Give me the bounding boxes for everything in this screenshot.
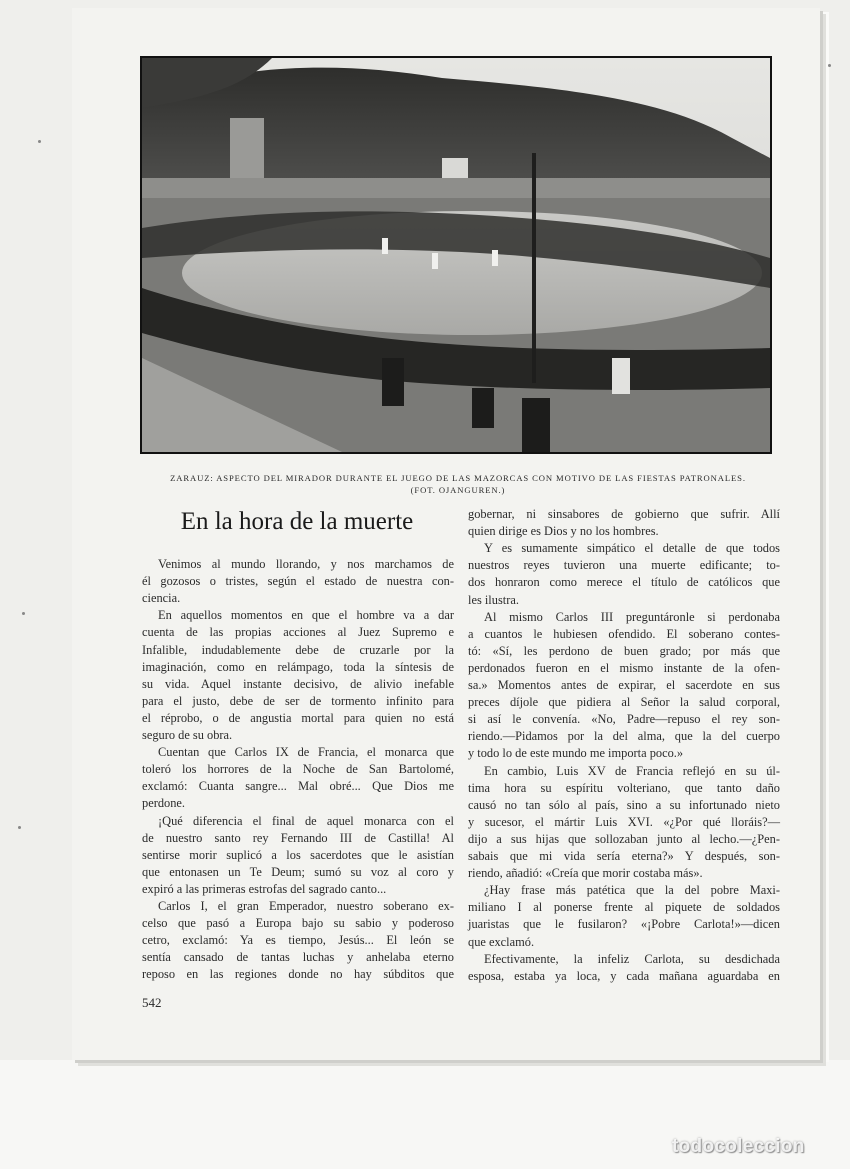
- text-line: ciencia.: [142, 591, 181, 606]
- watermark-logo: todocoleccion: [672, 1136, 805, 1157]
- text-line: el réprobo, o de angustia mortal para quien no está: [142, 710, 454, 725]
- text-line: cuenta de las propias acciones al Juez Supremo e: [142, 625, 454, 640]
- text-line: sabais que mi vida sería eterna?» Y después, son-: [468, 849, 780, 863]
- player: [492, 250, 498, 266]
- text-line: En cambio, Luis XV de Francia reflejó en su úl-: [484, 763, 780, 778]
- text-line: y sucesor, el mártir Luis XVI. «¿Por qué lloráis?—: [468, 814, 780, 829]
- spectator: [382, 358, 404, 406]
- text-line: sentía cansado de tantas luchas y anhelaba eterno: [142, 950, 454, 965]
- text-line: Carlos I, el gran Emperador, nuestro soberano ex-: [158, 899, 454, 913]
- text-line: toleró los horrores de la Noche de San Bartolomé,: [142, 762, 454, 777]
- page-number: 542: [142, 995, 162, 1010]
- text-line: quien dirige es Dios y no los hombres.: [468, 524, 659, 539]
- scan-speck: [22, 612, 25, 615]
- text-line: les ilustra.: [468, 592, 519, 607]
- text-line: seguro de su obra.: [142, 728, 233, 742]
- text-line: gobernar, ni sinsabores de gobierno que sufrir. Allí: [468, 507, 780, 521]
- text-line: esposa, estaba ya loca, y cada mañana aguardaba en: [468, 968, 780, 983]
- photograph: [140, 56, 772, 454]
- text-line: juaristas que le fusilaron? «¡Pobre Carlota!»—dicen: [468, 917, 780, 932]
- text-line: que exclamó.: [468, 934, 535, 949]
- text-line: para el justo, debe de ser de tormento infinito para: [142, 693, 454, 708]
- text-line: de nuestro santo rey Fernando III de Castilla! Al: [142, 830, 454, 845]
- text-line: exclamó: Cuanta sangre... Mal obré... Que Dios me: [142, 779, 454, 794]
- text-line: celso que pasó a Europa bajo su sabio y poderoso: [142, 916, 454, 931]
- spectator: [522, 398, 550, 452]
- scan-speck: [18, 826, 21, 829]
- text-line: Venimos al mundo llorando, y nos marchamos de: [158, 557, 454, 571]
- text-line: Al mismo Carlos III preguntáronle si perdonaba: [484, 609, 780, 624]
- text-line: preces díjole que pidiera al Señor la salud corporal,: [468, 695, 780, 710]
- text-line: Efectivamente, la infeliz Carlota, su desdichada: [484, 951, 780, 966]
- text-line: tima hora su espíritu volteriano, que tanto daño: [468, 780, 780, 795]
- text-line: su vida. Aquel instante decisivo, de alivio inefable: [142, 676, 454, 691]
- text-line: imaginación, como en relámpago, toda la síntesis de: [142, 659, 454, 674]
- caption-credit: (FOT. OJANGUREN.): [410, 485, 506, 495]
- text-line: En aquellos momentos en que el hombre va a dar: [158, 608, 454, 623]
- text-line: Infalible, indudablemente debe de cruzarle por la: [142, 642, 454, 657]
- text-line: a cuantos le hubiesen ofendido. El soberano contes-: [468, 626, 780, 641]
- text-line: miliano I al ponerse frente al piquete de soldados: [468, 900, 780, 915]
- text-line: él gozosos o tristes, según el estado de nuestra con-: [142, 574, 454, 589]
- text-line: y todo lo de este mundo me importa poco.»: [468, 746, 684, 761]
- scan-speck: [828, 64, 831, 67]
- scan-speck: [38, 140, 41, 143]
- text-line: si así le convenía. «No, Padre—repuso el rey son-: [468, 712, 780, 727]
- player: [382, 238, 388, 254]
- text-line: dos honraron como merece el título de católicos que: [468, 575, 780, 590]
- article-title: En la hora de la muerte: [180, 508, 414, 535]
- text-line: ¡Qué diferencia el final de aquel monarca con el: [158, 813, 454, 828]
- photo-caption: [138, 472, 778, 496]
- text-line: dijo a sus hijas que sollozaban junto al lecho.—¿Pen-: [468, 831, 780, 846]
- text-line: ¿Hay frase más patética que la del pobre Maxi-: [484, 883, 780, 898]
- text-line: Cuentan que Carlos IX de Francia, el monarca que: [158, 745, 454, 760]
- text-line: reposo en las regiones donde no hay súbditos que: [142, 967, 454, 982]
- spectator: [472, 388, 494, 428]
- text-line: riendo.—Pidamos por la del alma, que la del cuerpo: [468, 729, 780, 744]
- house: [442, 158, 468, 180]
- lamp-post: [532, 153, 536, 383]
- text-line: cetro, exclamó: Ya es tiempo, Jesús... El león se: [142, 933, 454, 948]
- text-line: tó: «Sí, les perdono de buen grado; por más que: [468, 643, 780, 658]
- caption-line-1: ZARAUZ: ASPECTO DEL MIRADOR DURANTE EL JUEGO DE LAS MAZORCAS CON MOTIVO DE LAS FIESTAS PATRONALES.: [170, 473, 746, 483]
- photo-scene: [142, 58, 770, 452]
- text-line: perdonados fueron en el mismo instante de la ofen-: [468, 660, 780, 675]
- text-line: causó no tan sólo al país, sino a su infortunado nieto: [468, 797, 780, 812]
- text-line: sa.» Momentos antes de expirar, el sacerdote en sus: [468, 678, 780, 692]
- text-line: nuestros reyes tuvieron una muerte edificante; to-: [468, 558, 780, 573]
- text-line: Y es sumamente simpático el detalle de que todos: [484, 541, 780, 556]
- text-line: perdone.: [142, 796, 186, 811]
- text-line: sentirse morir suplicó a los sacerdotes que le asistían: [142, 847, 454, 862]
- text-line: que entonasen un Te Deum; sumó su voz al coro y: [142, 864, 454, 879]
- text-line: riendo, añadió: «Creía que morir costaba más».: [468, 866, 703, 881]
- text-line: expiró a las primeras estrofas del sagrado canto...: [142, 881, 387, 896]
- player: [432, 253, 438, 269]
- spectator: [612, 358, 630, 394]
